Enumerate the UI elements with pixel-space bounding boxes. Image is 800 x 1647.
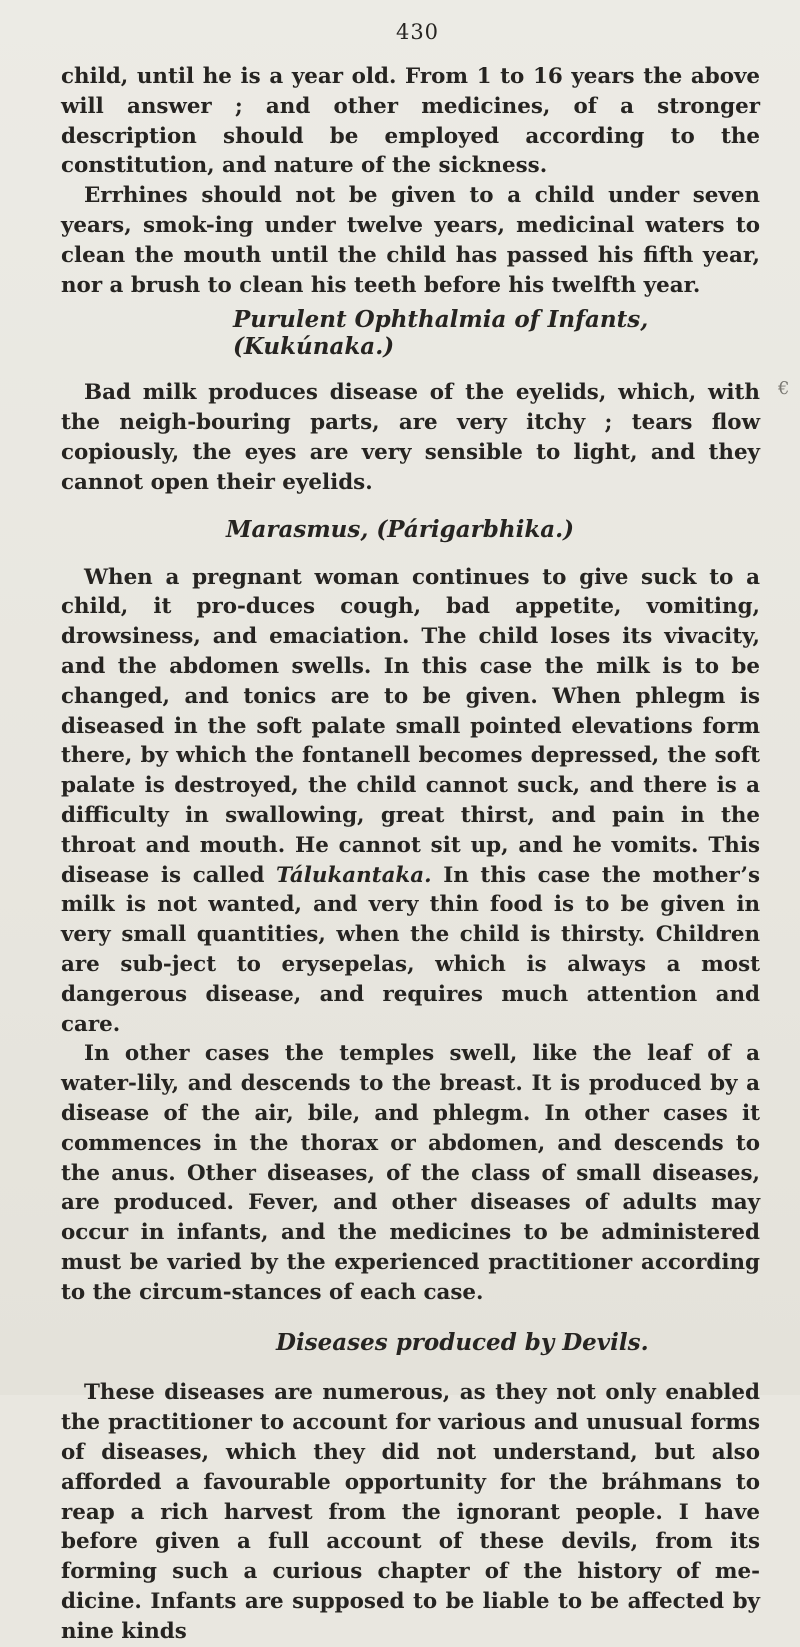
page-number: 430 bbox=[395, 20, 440, 44]
paragraph-pregnant-woman bbox=[61, 563, 760, 1040]
paragraph-other-cases: In other cases the temples swell, like the leaf of a water-lily, and descends to the breast. It is produced by a disease of the air, bile, and phlegm. In other cases it commences in the thorax or abdomen, and descends to the anus. Other diseases, of the class of small diseases, are produced. Fever, and other diseases of adults may occur in infants, and the medicines to be administered must be varied by the experienced practitioner according to the circum-stances of each case. bbox=[61, 1041, 760, 1305]
paragraph-pregnant-woman-part2: In this case the mother’s milk is not wanted, and very thin food is to be given in very small quantities, when the child is thirsty. Children are sub-ject to erysepelas, which is always a most dangerous disease, and requires much attention and care. bbox=[61, 862, 760, 1037]
paragraph-errhines: Errhines should not be given to a child under seven years, smok-ing under twelve years, medicinal waters to clean the mouth until the child has passed his fifth year, nor a brush to clean his teeth before his twelfth year. bbox=[61, 183, 760, 298]
heading-marasmus: Marasmus, (Párigarbhika.) bbox=[226, 515, 575, 543]
disease-term-talukantaka: Tálukantaka. bbox=[276, 862, 432, 888]
heading-diseases-by-devils: Diseases produced by Devils. bbox=[276, 1329, 649, 1357]
paragraph-pregnant-woman-part1: When a pregnant woman continues to give suck to a child, it pro-duces cough, bad appetite, vomiting, drowsiness, and emaciation. The child loses its vivacity, and the abdomen swells. In this case the milk is to be changed, and tonics are to be given. When phlegm is diseased in the soft palate small pointed elevations form there, by which the fontanell becomes depressed, the soft palate is destroyed, the child cannot suck, and there is a difficulty in swallowing, great thirst, and pain in the throat and mouth. He cannot sit up, and he vomits. This disease is called bbox=[61, 564, 760, 888]
paragraph-continuation: child, until he is a year old. From 1 to 16 years the above will answer ; and other medicines, of a stronger description should be employed according to the constitution, and nature of the sickness. bbox=[61, 64, 760, 179]
paragraph-devils: These diseases are numerous, as they not only enabled the practitioner to account for various and unusual forms of diseases, which they did not understand, but also afforded a favourable opportunity for the bráhmans to reap a rich harvest from the ignorant people. I have before given a full account of these devils, from its forming such a curious chapter of the history of me-dicine. Infants are supposed to be liable to be affected by nine kinds bbox=[61, 1380, 760, 1644]
paragraph-bad-milk: Bad milk produces disease of the eyelids, which, with the neigh-bouring parts, are very itchy ; tears flow copiously, the eyes are very sensible to light, and they cannot open their eyelids. bbox=[61, 380, 760, 495]
heading-purulent-ophthalmia: Purulent Ophthalmia of Infants, (Kukúnaka.) bbox=[233, 306, 649, 361]
margin-mark: € bbox=[778, 378, 790, 399]
